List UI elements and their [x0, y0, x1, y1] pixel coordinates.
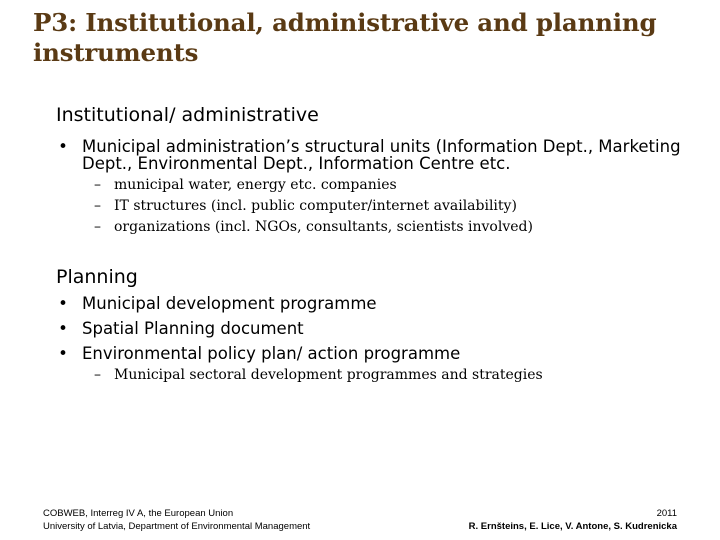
sub-item-text: municipal water, energy etc. companies — [114, 177, 397, 193]
footer-year: 2011 — [656, 508, 677, 519]
sub-item-text: Municipal sectoral development programmes and strategies — [114, 367, 543, 383]
slide-title-line-1: P3: Institutional, administrative and planning — [33, 8, 657, 37]
bullet-text: Municipal development programme — [82, 294, 377, 313]
footer-left — [43, 507, 310, 533]
bullet-item — [56, 136, 696, 178]
dash-symbol: – — [94, 177, 101, 193]
bullet-symbol: • — [58, 137, 68, 156]
bullet-symbol: • — [58, 294, 68, 313]
dash-symbol: – — [94, 219, 101, 235]
footer-authors: R. Ernšteins, E. Lice, V. Antone, S. Kudrenicka — [468, 521, 677, 532]
bullet-symbol: • — [58, 319, 68, 338]
dash-symbol: – — [94, 198, 101, 214]
bullet-text: Spatial Planning document — [82, 319, 304, 338]
sub-item-text: organizations (incl. NGOs, consultants, scientists involved) — [114, 219, 533, 235]
footer-institution: University of Latvia, Department of Environmental Management — [43, 521, 311, 532]
section-heading-planning: Planning — [56, 266, 138, 288]
slide-title-line-2: instruments — [33, 38, 199, 67]
slide-title — [33, 8, 713, 68]
footer-right — [469, 507, 677, 533]
footer-project: COBWEB, Interreg IV A, the European Union — [43, 508, 234, 519]
dash-symbol: – — [94, 367, 101, 383]
sub-item-text: IT structures (incl. public computer/internet availability) — [114, 198, 517, 214]
bullet-symbol: • — [58, 344, 68, 363]
bullet-text: Environmental policy plan/ action programme — [82, 344, 461, 363]
bullet-text-line-2: Dept., Environmental Dept., Information Centre etc. — [82, 154, 511, 173]
section-heading-institutional: Institutional/ administrative — [56, 104, 319, 126]
bullet-text-line-1: Municipal administration’s structural units (Information Dept., Marketing — [82, 137, 681, 156]
